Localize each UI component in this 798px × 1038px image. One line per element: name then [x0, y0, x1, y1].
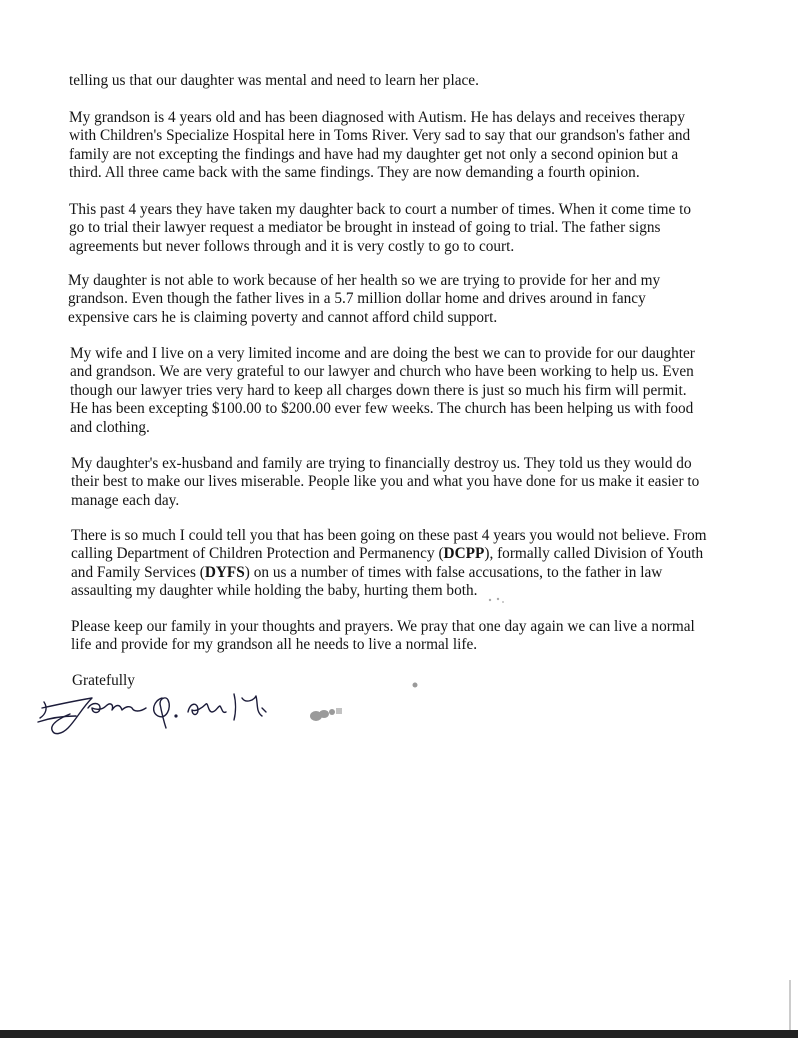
- acronym-dcpp: DCPP: [443, 545, 485, 563]
- text-line: and grandson. We are very grateful to our lawyer and church who have been working to help us. Even: [70, 363, 694, 381]
- closing-gratefully: Gratefully: [72, 672, 135, 689]
- text-line: their best to make our lives miserable. People like you and what you have done for us make it easier to: [71, 473, 700, 491]
- text-line: My daughter's ex-husband and family are trying to financially destroy us. They told us they would do: [71, 455, 692, 472]
- handwritten-signature: [30, 678, 280, 740]
- text-line: assaulting my daughter while holding the baby, hurting them both.: [71, 582, 478, 600]
- paragraph-dcpp-dyfs: [71, 527, 707, 601]
- text-line: expensive cars he is claiming poverty and cannot afford child support.: [68, 308, 498, 326]
- text-line: with Children's Specialize Hospital here in Toms River. Very sad to say that our grandson's father and: [69, 127, 691, 145]
- text-line: agreements but never follows through and it is very costly to go to court.: [69, 237, 515, 255]
- text-line: family are not excepting the findings and have had my daughter get not only a second opinion but a: [69, 145, 679, 163]
- text-line: [71, 545, 707, 563]
- paragraph-continuation: [69, 72, 479, 90]
- text-line: My wife and I live on a very limited income and are doing the best we can to provide for our daughter: [70, 345, 695, 362]
- paragraph-court: [69, 201, 691, 256]
- scan-edge-shadow: [789, 980, 791, 1030]
- text-line: There is so much I could tell you that has been going on these past 4 years you would not believe. From: [71, 527, 707, 544]
- text-line: This past 4 years they have taken my daughter back to court a number of times. When it come time to: [69, 201, 692, 218]
- text-fragment: and Family Services (: [71, 563, 205, 581]
- text-line: go to trial their lawyer request a mediator be brought in instead of going to trial. The father signs: [69, 219, 661, 237]
- paragraph-health-support: [68, 272, 660, 327]
- paragraph-grandson-autism: [69, 109, 690, 183]
- text-line: life and provide for my grandson all he needs to live a normal life.: [71, 636, 478, 654]
- scan-bottom-edge: [0, 1030, 798, 1038]
- paragraph-limited-income: [70, 345, 695, 437]
- text-line: and clothing.: [70, 418, 150, 436]
- text-line: manage each day.: [71, 491, 180, 509]
- text-line: third. All three came back with the same findings. They are now demanding a fourth opinion.: [69, 164, 640, 182]
- text-fragment: calling Department of Children Protection and Permanency (: [71, 545, 444, 563]
- text-fragment: ) on us a number of times with false accusations, to the father in law: [244, 563, 663, 581]
- text-line: telling us that our daughter was mental and need to learn her place.: [69, 72, 479, 89]
- text-line: Please keep our family in your thoughts and prayers. We pray that one day again we can live a normal: [71, 618, 695, 635]
- acronym-dyfs: DYFS: [204, 563, 245, 581]
- text-line: [71, 564, 707, 582]
- text-line: My grandson is 4 years old and has been diagnosed with Autism. He has delays and receives therapy: [69, 109, 685, 126]
- ink-smudge: [306, 702, 346, 726]
- ink-speck: [486, 594, 506, 608]
- text-fragment: ), formally called Division of Youth: [484, 545, 704, 563]
- text-line: grandson. Even though the father lives in a 5.7 million dollar home and drives around in fancy: [68, 290, 646, 308]
- paragraph-ex-husband: [71, 455, 699, 510]
- text-line: He has been excepting $100.00 to $200.00 ever few weeks. The church has been helping us with food: [70, 400, 694, 418]
- paragraph-prayers: [71, 618, 695, 655]
- text-line: though our lawyer tries very hard to keep all charges down there is just so much his firm will permit.: [70, 381, 687, 399]
- text-line: My daughter is not able to work because of her health so we are trying to provide for her and my: [68, 272, 661, 289]
- ink-speck: [410, 680, 420, 690]
